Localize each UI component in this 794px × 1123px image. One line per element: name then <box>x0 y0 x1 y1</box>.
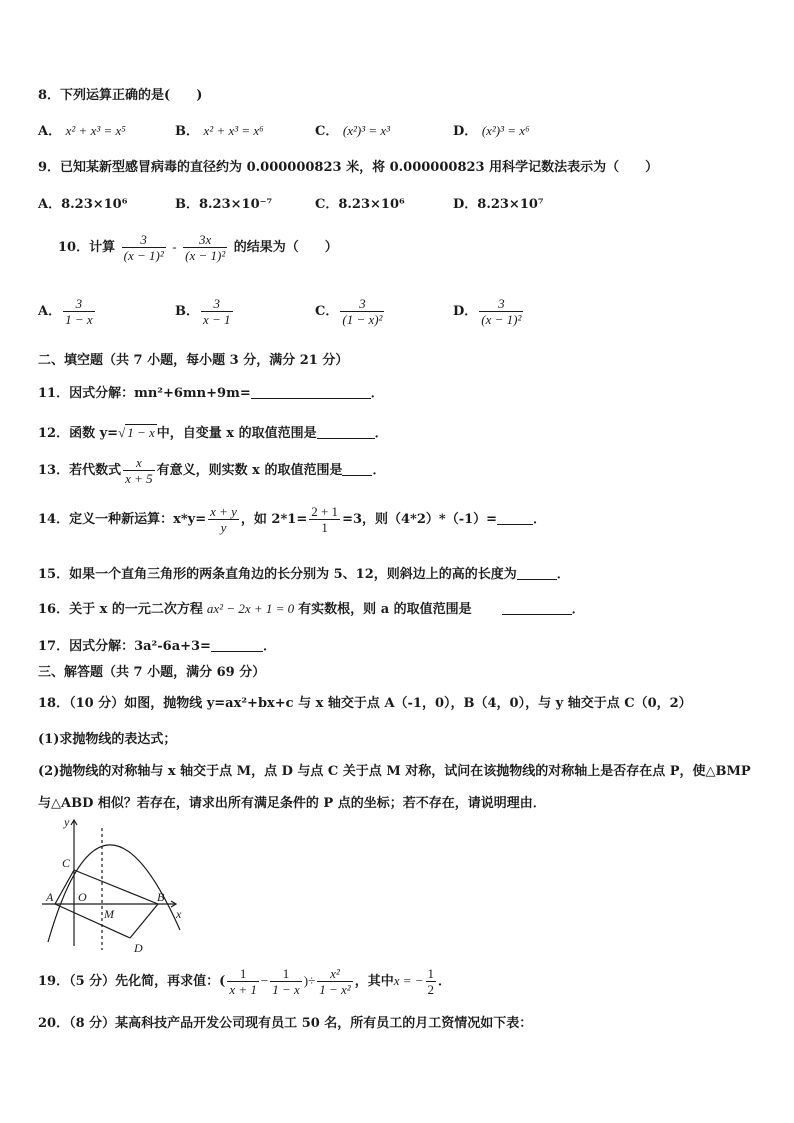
q8-stem: 8．下列运算正确的是( ) <box>38 88 203 103</box>
q10-fraction-1: $\frac{3}{\text{(x − 1)²}}$ <box>123 232 164 263</box>
q14: 14．定义一种新运算：x*y= $\frac{x + y}{y}$ ，如 2*1= $\frac{2 + 1}{1}$ =3，则（4*2）*（-1）= ． <box>38 504 547 535</box>
q8-option-d: D． (x²)³ = x⁶ <box>453 123 530 139</box>
answer-blank[interactable] <box>251 397 371 399</box>
q9-option-d: D．8.23×10⁷ <box>453 197 544 212</box>
q10-option-b: B． $\frac{3}{x - 1}$ <box>175 296 231 327</box>
q18-part-1: (1)求抛物线的表达式； <box>38 732 177 747</box>
q10-option-d: D． $\frac{3}{\text{(x − 1)²}}$ <box>453 296 522 327</box>
q15: 15．如果一个直角三角形的两条直角边的长分别为 5、12，则斜边上的高的长度为 ． <box>38 567 570 582</box>
answer-blank[interactable] <box>502 613 572 615</box>
point-d-label: D <box>134 941 143 955</box>
answer-blank[interactable] <box>517 578 557 580</box>
q9-stem: 9．已知某新型感冒病毒的直径约为 0.000000823 米，将 0.000000823 用科学记数法表示为（ ） <box>38 160 659 175</box>
q10-option-a: A． $\frac{3}{1 - x}$ <box>38 296 93 327</box>
q18-part-2-line-2: 与△ABD 相似？若存在，请求出所有满足条件的 P 点的坐标；若不存在，请说明理由． <box>38 796 546 811</box>
sqrt-expression: √ 1 − x <box>118 425 155 440</box>
q8-option-c: C． (x²)³ = x³ <box>315 123 391 139</box>
point-c-label: C <box>62 856 71 870</box>
q9-option-a: A．8.23×10⁶ <box>38 197 128 212</box>
point-m-label: M <box>104 907 114 921</box>
q10-stem: 10．计算 $\frac{3}{\text{(x − 1)²}}$ - $\frac{3x}{\text{(x − 1)²}}$ 的结果为（ ） <box>58 232 338 263</box>
q11: 11．因式分解：mn²+6mn+9m= ． <box>38 386 384 401</box>
q20-stem: 20．（8 分）某高科技产品开发公司现有员工 50 名，所有员工的月工资情况如下表： <box>38 1016 533 1031</box>
answer-blank[interactable] <box>497 523 533 525</box>
answer-blank[interactable] <box>342 474 372 476</box>
q12: 12．函数 y=√ 1 − x 中，自变量 x 的取值范围是 ． <box>38 425 388 441</box>
q8-option-b: B． x² + x³ = x⁶ <box>175 123 264 139</box>
q9-option-c: C．8.23×10⁶ <box>315 197 405 212</box>
parabola-figure <box>38 812 188 957</box>
q10-option-c: C． $\frac{3}{\text{(1 − x)²}}$ <box>315 296 383 327</box>
section-3-heading: 三、解答题（共 7 小题，满分 69 分） <box>38 665 266 680</box>
q10-fraction-2: $\frac{3x}{\text{(x − 1)²}}$ <box>185 232 226 263</box>
x-axis-label: x <box>176 907 182 921</box>
q18-part-2-line-1: (2)抛物线的对称轴与 x 轴交于点 M，点 D 与点 C 关于点 M 对称，试问在该抛物线的对称轴上是否存在点 P，使△BMP <box>38 764 751 779</box>
section-2-heading: 二、填空题（共 7 小题，每小题 3 分，满分 21 分） <box>38 353 349 368</box>
segment-ad <box>55 904 130 938</box>
answer-blank[interactable] <box>317 437 375 439</box>
q16: 16．关于 x 的一元二次方程 ax² − 2x + 1 = 0 有实数根，则 a 的取值范围是 ． <box>38 601 585 617</box>
q18-stem: 18．（10 分）如图，抛物线 y=ax²+bx+c 与 x 轴交于点 A（-1，0），B（4，0），与 y 轴交于点 C（0，2） <box>38 696 692 711</box>
q8-option-a: A． x² + x³ = x⁵ <box>38 123 126 139</box>
q9-option-b: B．8.23×10⁻⁷ <box>175 197 273 212</box>
q13: 13．若代数式 $\frac{x}{x + 5}$ 有意义，则实数 x 的取值范围是 ． <box>38 455 386 486</box>
point-o-label: O <box>78 890 87 904</box>
q19: 19．（5 分）先化简，再求值：( $\frac{1}{x + 1}$ − $\frac{1}{1 - x}$ )÷ $\frac{\text{x²}}{\text{1 − x²}}$ ，其中x = − $\frac{1}{2}$ ． <box>38 966 452 997</box>
point-b-label: B <box>157 890 165 904</box>
segment-bd <box>130 904 158 938</box>
answer-blank[interactable] <box>211 650 263 652</box>
segment-ac <box>55 870 74 904</box>
y-axis-label: y <box>64 815 70 829</box>
q17: 17．因式分解：3a²-6a+3= ． <box>38 639 276 654</box>
point-a-label: A <box>46 890 54 904</box>
